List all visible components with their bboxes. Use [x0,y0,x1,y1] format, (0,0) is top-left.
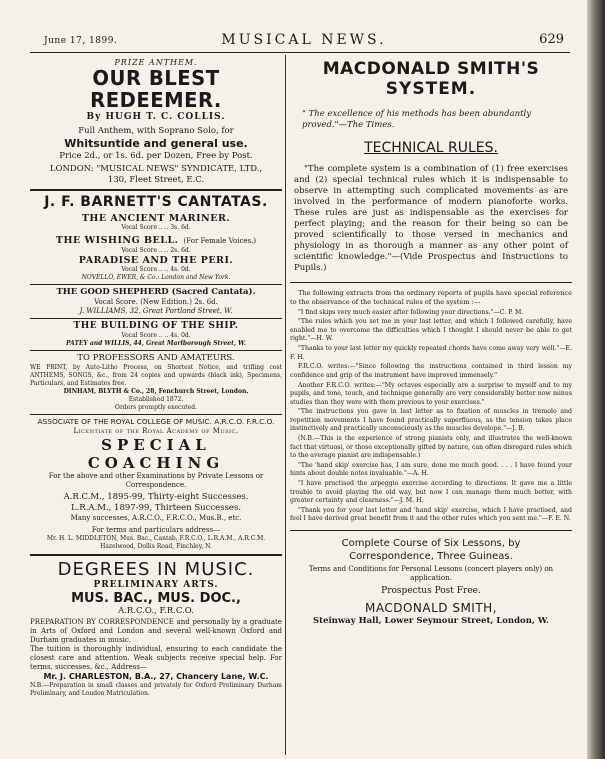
anthem-kicker: PRIZE ANTHEM. [114,58,198,67]
degrees-nb: N.B.—Preparation in small classes and privately for Oxford Preliminary Durham Preliminary, and London Matriculation. [30,682,282,697]
shepherd-price: Vocal Score. (New Edition.) 2s. 6d. [94,298,218,306]
degrees-sub: PRELIMINARY ARTS. [93,580,219,590]
ship-ad [30,321,282,348]
degrees-contact: Mr. J. CHARLESTON, B.A., 27, Chancery Lane, W.C. [43,672,269,681]
printing-body: WE PRINT, by Auto-Litho Process, on Shortest Notice, and trifling cost ANTHEMS, SONGS, &c., from 24 copies and upwards (black ink), Specimens, Particulars, and Estimates free. [30,364,282,387]
issue-date: June 17, 1899. [44,36,118,46]
macdonald-title: MACDONALD SMITH'S [322,59,540,79]
cantata-price: Vocal Score .. .. 3s. 6d. [121,224,191,231]
barnett-ad [30,194,282,282]
pupil-extract: "Thank you for your last letter and 'hand skip' exercise, which I have practised, and feel I have derived great benefit from it and the other rules which you sent me."—F. E. N. [290,506,572,523]
times-quote: " The excellence of his methods has been abundantly proved."—The Times. [302,109,532,130]
cantata-note: (For Female Voices.) [183,237,257,245]
macdonald-title-2: SYSTEM. [385,79,477,99]
anthem-publisher: LONDON: "MUSICAL NEWS" SYNDICATE, LTD., [49,164,263,174]
anthem-occasion: Whitsuntide and general use. [64,137,248,150]
cantata-name: THE WISHING BELL. [55,235,179,246]
divider [290,530,572,531]
pupil-extract: F.R.C.O. writes:—"Since following the instructions contained in third lesson my confidence and grip of the instrument have improved immensely." [290,363,572,379]
degrees-body1: PREPARATION BY CORRESPONDENCE and personally by a graduate in Arts of Oxford and London and several well-known Oxford and Durham graduates in music. [30,618,282,644]
cantata-price: Vocal Score .. .. 4s. 0d. [121,266,191,273]
course-line-1: Complete Course of Six Lessons, by [341,537,521,549]
pupil-extract: "The 'hand skip' exercise has, I am sure, done me much good. . . . I have found your hints about double notes invaluable."—A. H. [290,461,572,478]
coaching-assoc: ASSOCIATE OF THE ROYAL COLLEGE OF MUSIC. A.R.C.O. F.R.C.O. [37,417,275,426]
ship-title: THE BUILDING OF THE SHIP. [73,321,239,331]
header-rule [30,52,570,53]
barnett-title: J. F. BARNETT'S CANTATAS. [44,194,268,210]
ship-price: Vocal Score .. .. 4s. 0d. [121,332,191,339]
cantata-name: THE ANCIENT MARINER. [81,213,231,224]
anthem-ad [30,55,282,186]
macdonald-address: Steinway Hall, Lower Seymour Street, London, W. [312,615,550,626]
left-column [30,55,282,698]
anthem-address: 130, Fleet Street, E.C. [107,175,205,185]
macdonald-name: MACDONALD SMITH, [364,600,498,615]
coaching-lram: L.R.A.M., 1897-99, Thirteen Successes. [70,503,242,513]
coaching-title: SPECIAL COACHING [87,436,225,472]
degrees-ad [30,559,282,698]
divider [30,414,282,415]
degrees-degs: MUS. BAC., MUS. DOC., [71,591,241,606]
printing-title: TO PROFESSORS AND AMATEURS. [77,353,235,363]
pupil-extract: (N.B.—This is the experience of strong pianists only, and illustrates the well-known fact that virtuosi, or those exceptionally gifted by nature, can often disregard rules which to the average pianist are indispensable.) [290,435,572,459]
divider [30,318,282,319]
anthem-author: By HUGH T. C. COLLIS. [86,112,226,122]
right-column [290,55,572,627]
coaching-address: Hazelwood, Dollis Road, Finchley, N. [100,543,212,550]
pupil-extract: Another F.R.C.O. writes:—"My octaves especially are a surprise to myself and to my pupils, and tone, touch, and technique generally are very considerably better now minus studies than they were with them previous to your exercises." [290,381,572,406]
page-header [44,30,564,50]
pupil-extract: "The rules which you set me in your last letter, and which I followed carefully, have enabled me to overcome the difficulties which I thought I should never be able to get right."—H. W. [290,318,572,343]
cantata-price: Vocal Score .. .. 2s. 6d. [121,247,191,254]
divider [30,554,282,556]
coaching-terms: For terms and particulars address— [91,526,221,534]
printing-footer: Orders promptly executed. [115,404,197,411]
coaching-intro: For the above and other Examinations by Private Lessons or Correspondence. [48,472,264,489]
personal-lessons-terms: Terms and Conditions for Personal Lessons (concert players only) on application. [308,564,554,582]
coaching-licentiate: Licentiate of the Royal Academy of Music. [73,427,239,435]
coaching-contact-name: Mr. H. L. MIDDLETON, Mus. Bac., Cantab, F.R.C.O., L.R.A.M., A.R.C.M. [46,535,266,542]
coaching-arcm: A.R.C.M., 1895-99, Thirty-eight Successes. [63,492,249,502]
divider [30,350,282,351]
course-line-2: Correspondence, Three Guineas. [349,550,513,562]
coaching-ad [30,417,282,551]
pupil-extract: "Thanks to your last letter my quickly repeated chords have come away very well."—E. F. H. [290,345,572,361]
system-description: "The complete system is a combination of (1) free exercises and (2) special technical rules which it is indispensable to observe in attempting such complicated movements as are involved in the performance of modern pianoforte works. These rules are just as indispensable as the exercises for perfect playing; and the reason for their being so can be proved scientifically to those versed in mechanics and physiology in as thorough a manner as any other point of scientific knowledge."—(Vide Prospectus and Instructions to Pupils.) [294,164,568,273]
pupil-extract: "The instructions you gave in last letter as to fixation of muscles in tremolo and repetition movements I have found practically superfluous, as the tension takes place instinctively and practically unconsciously as the muscles develope."—J. B. [290,408,572,433]
degrees-orgs: A.R.C.O., F.R.C.O. [118,606,194,616]
shepherd-title: THE GOOD SHEPHERD (Sacred Cantata). [56,287,256,297]
degrees-title: DEGREES IN MUSIC. [57,559,255,580]
pupil-extract: "I find skips very much easier after following your directions."—C. P. M. [298,308,524,316]
anthem-price: Price 2d., or 1s. 6d. per Dozen, Free by Post. [59,151,253,161]
ship-publisher: PATEY and WILLIS, 44, Great Marlborough Street, W. [66,340,246,347]
degrees-body2: The tuition is thoroughly individual, ensuring to each candidate the closest care and attention. Weak subjects receive special help. For terms, successes, &c., Address— [30,645,282,671]
page-edge [587,0,605,759]
column-divider [285,55,286,755]
extracts-lead: The following extracts from the ordinary reports of pupils have special reference to the observance of the technical rules of the system :— [290,289,572,306]
cantata-name: PARADISE AND THE PERI. [78,255,234,266]
shepherd-ad [30,287,282,316]
divider [30,189,282,191]
printing-established: Established 1872. [128,396,184,403]
anthem-title: OUR BLEST REDEEMER. [90,66,222,112]
anthem-desc: Full Anthem, with Soprano Solo, for [78,126,234,136]
prospectus-note: Prospectus Post Free. [381,585,481,596]
pupil-extract: "I have practised the arpeggio exercise according to directions. It gave me a little trouble to avoid playing the old way, but now I can manage them much better, with greater certainty and clearness."—J. M. H. [290,480,572,505]
macdonald-ad [290,55,572,627]
divider [290,282,572,283]
coaching-many: Many successes, A.R.C.O., F.R.C.O., Mus.B., etc. [70,514,242,522]
printing-firm: DINHAM, BLYTH & Co., 28, Fenchurch Street, London. [63,388,249,395]
page-number: 629 [539,32,564,47]
barnett-publisher: NOVELLO, EWER, & Co.: London and New York. [81,274,231,281]
technical-rules-heading: TECHNICAL RULES. [364,140,498,156]
printing-ad [30,353,282,412]
divider [30,284,282,285]
masthead-title: MUSICAL NEWS. [221,32,387,48]
shepherd-publisher: J. WILLIAMS, 32, Great Portland Street, W. [79,307,233,315]
